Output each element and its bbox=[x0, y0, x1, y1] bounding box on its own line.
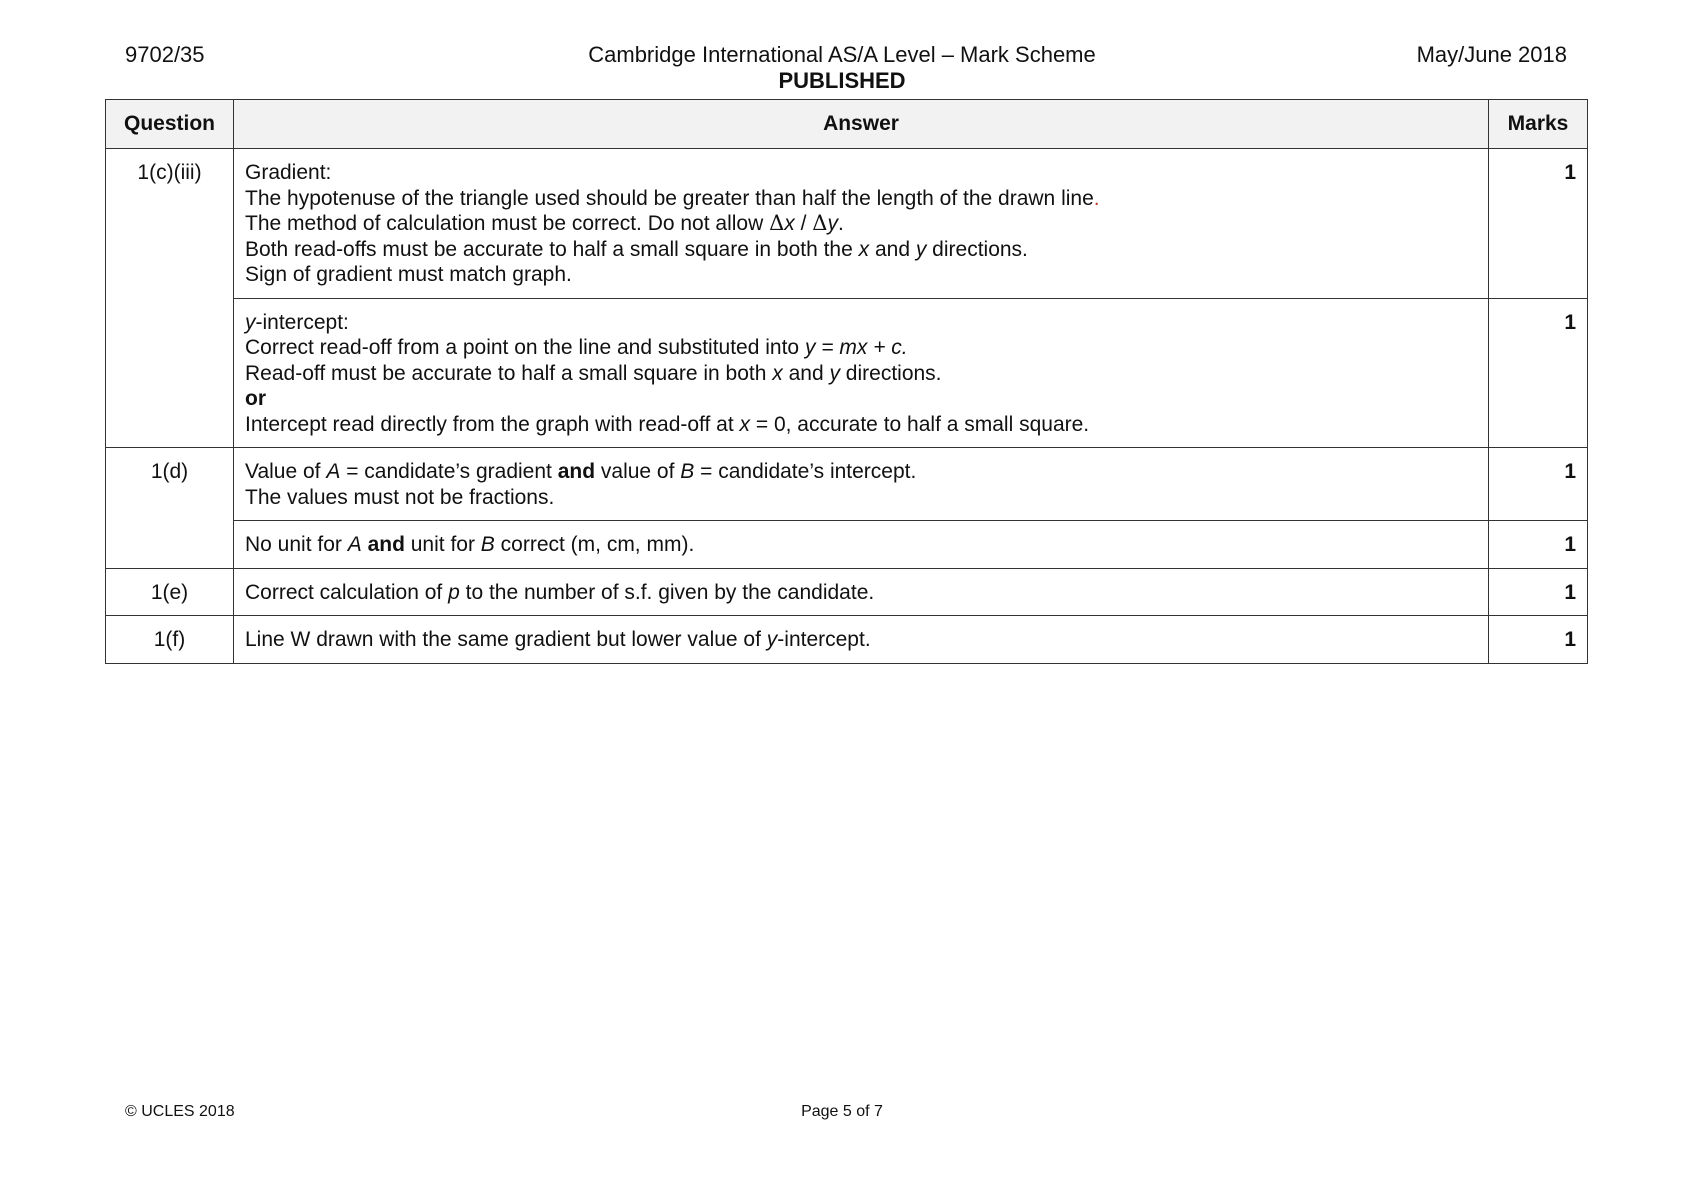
answer-text: Correct read-off from a point on the line and substituted into bbox=[245, 336, 805, 359]
answer-text: Correct calculation of bbox=[245, 580, 449, 604]
table-row bbox=[106, 568, 1588, 616]
column-header-answer: Answer bbox=[234, 100, 1489, 149]
answer-cell bbox=[234, 448, 1489, 521]
answer-line bbox=[245, 310, 1477, 336]
answer-cell bbox=[234, 149, 1489, 299]
copyright-notice: © UCLES 2018 bbox=[125, 1103, 235, 1120]
answer-line bbox=[245, 532, 1477, 558]
answer-line bbox=[245, 335, 1477, 361]
paper-code: 9702/35 bbox=[125, 42, 205, 67]
marks-cell: 1 bbox=[1489, 149, 1588, 299]
answer-text: Intercept read directly from the graph with read-off at bbox=[245, 412, 740, 436]
marks-cell: 1 bbox=[1489, 521, 1588, 569]
variable-y: y bbox=[915, 237, 927, 261]
answer-text: Line W drawn with the same gradient but lower value of bbox=[245, 628, 767, 651]
answer-line bbox=[245, 211, 1477, 237]
answer-line bbox=[245, 412, 1477, 438]
mark-scheme-table bbox=[105, 99, 1588, 664]
answer-text: Value of bbox=[245, 460, 327, 483]
variable-a: A bbox=[326, 460, 341, 483]
question-cell: 1(f) bbox=[106, 616, 234, 664]
answer-text: No unit for bbox=[245, 533, 348, 556]
variable-a: A bbox=[347, 533, 362, 556]
variable-y: y bbox=[245, 310, 256, 334]
answer-text: and bbox=[869, 237, 916, 261]
variable-y: y bbox=[766, 628, 778, 651]
or-separator: or bbox=[245, 387, 266, 410]
publication-status: PUBLISHED bbox=[778, 68, 906, 93]
document-title: Cambridge International AS/A Level – Mark Scheme bbox=[588, 42, 1096, 67]
answer-line: The values must not be fractions. bbox=[245, 485, 555, 509]
answer-cell bbox=[234, 298, 1489, 448]
table-header-row bbox=[106, 100, 1588, 149]
variable-b: B bbox=[680, 460, 695, 483]
delta-symbol: Δ bbox=[812, 211, 828, 235]
answer-text: directions. bbox=[839, 361, 942, 385]
answer-text: . bbox=[1093, 186, 1100, 210]
marks-cell: 1 bbox=[1489, 448, 1588, 521]
answer-text: The hypotenuse of the triangle used should be greater than half the length of the drawn line bbox=[245, 186, 1094, 210]
answer-text: unit for bbox=[404, 533, 481, 556]
answer-text: . bbox=[837, 212, 844, 235]
column-header-marks: Marks bbox=[1489, 100, 1588, 149]
and-keyword: and bbox=[367, 533, 405, 556]
answer-line bbox=[245, 627, 1477, 653]
table-row bbox=[106, 298, 1588, 448]
answer-cell bbox=[234, 568, 1489, 616]
delta-symbol: Δ bbox=[769, 211, 785, 235]
table-row bbox=[106, 149, 1588, 299]
table-row bbox=[106, 521, 1588, 569]
answer-text: Both read-offs must be accurate to half a small square in both the bbox=[245, 237, 859, 261]
marks-cell: 1 bbox=[1489, 568, 1588, 616]
variable-y: y bbox=[829, 361, 840, 385]
variable-x: x bbox=[784, 212, 795, 235]
equation: y = mx + c. bbox=[804, 336, 908, 359]
variable-x: x bbox=[772, 361, 783, 385]
variable-b: B bbox=[480, 533, 495, 556]
column-header-question: Question bbox=[106, 100, 234, 149]
answer-text: Read-off must be accurate to half a small square in both bbox=[245, 361, 773, 385]
question-cell: 1(e) bbox=[106, 568, 234, 616]
question-cell: 1(c)(iii) bbox=[106, 149, 234, 448]
question-cell: 1(d) bbox=[106, 448, 234, 569]
answer-text: The method of calculation must be correct. Do not allow bbox=[245, 212, 770, 235]
answer-line bbox=[245, 459, 1477, 485]
marks-cell: 1 bbox=[1489, 616, 1588, 664]
answer-line: Sign of gradient must match graph. bbox=[245, 263, 572, 286]
answer-line bbox=[245, 580, 1477, 606]
marks-cell: 1 bbox=[1489, 298, 1588, 448]
answer-text: = candidate’s intercept. bbox=[694, 460, 917, 483]
answer-text: = candidate’s gradient bbox=[340, 460, 558, 483]
answer-line bbox=[245, 361, 1477, 387]
answer-line: Gradient: bbox=[245, 161, 332, 184]
answer-text: to the number of s.f. given by the candidate. bbox=[459, 580, 875, 604]
table-row bbox=[106, 448, 1588, 521]
answer-line bbox=[245, 186, 1477, 212]
variable-p: p bbox=[448, 580, 460, 604]
variable-x: x bbox=[858, 237, 870, 261]
exam-session: May/June 2018 bbox=[1416, 42, 1567, 67]
answer-text: correct (m, cm, mm). bbox=[494, 533, 695, 556]
variable-x: x bbox=[739, 412, 751, 436]
answer-text: directions. bbox=[926, 237, 1028, 261]
answer-text: / bbox=[794, 212, 813, 235]
answer-text: value of bbox=[595, 460, 681, 483]
answer-text: and bbox=[782, 361, 830, 385]
page-number: Page 5 of 7 bbox=[801, 1103, 883, 1120]
answer-cell bbox=[234, 521, 1489, 569]
answer-text: -intercept. bbox=[777, 628, 871, 651]
answer-cell bbox=[234, 616, 1489, 664]
answer-line bbox=[245, 237, 1477, 263]
table-row bbox=[106, 616, 1588, 664]
answer-text: = 0, accurate to half a small square. bbox=[750, 412, 1090, 436]
variable-y: y bbox=[827, 212, 838, 235]
answer-text: -intercept: bbox=[255, 310, 349, 334]
and-keyword: and bbox=[557, 460, 596, 483]
